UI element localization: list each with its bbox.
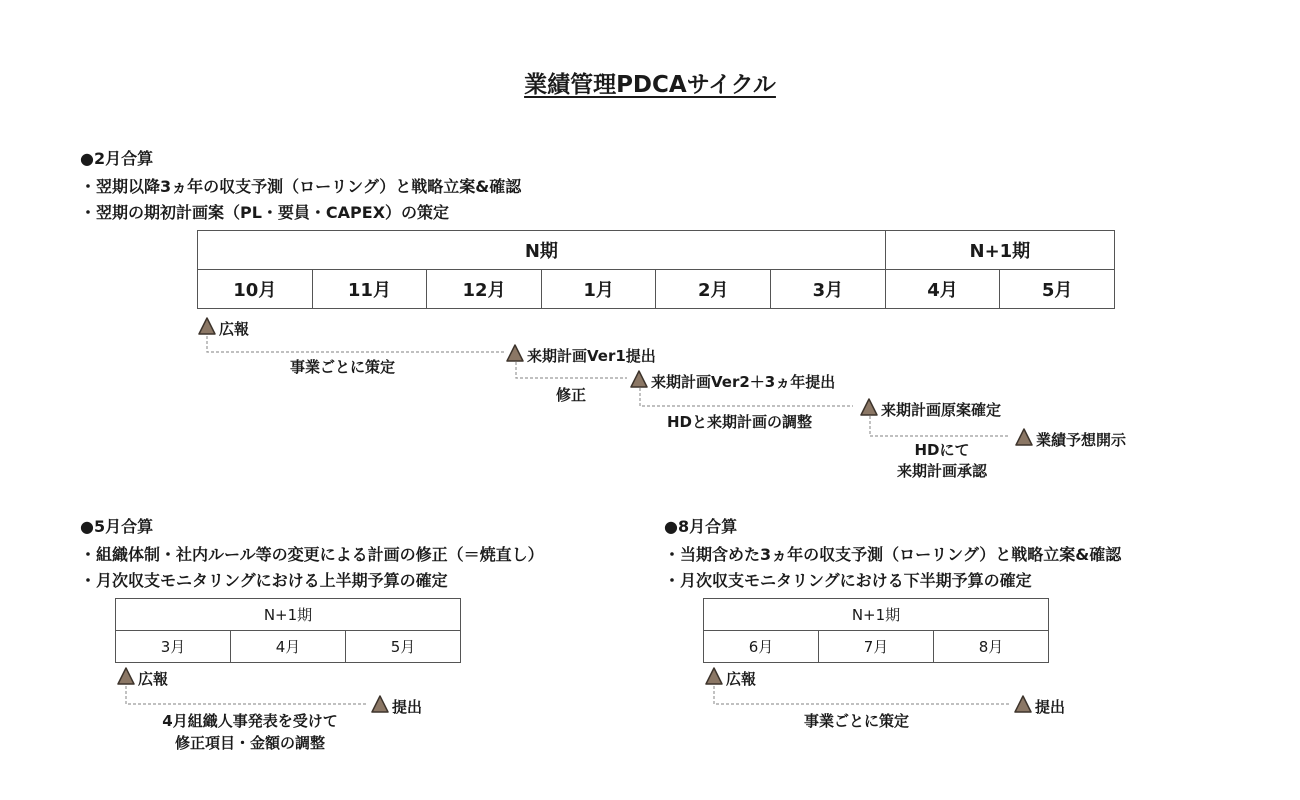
month-apr: 4月 [885,270,1000,309]
period-n: N期 [198,231,886,270]
milestone-plan-ver1: 来期計画Ver1提出 [527,347,656,365]
may-period: N+1期 [116,599,461,631]
feb-line-1: ・翌期以降3ヵ年の収支予測（ローリング）と戦略立案&確認 [80,177,522,196]
may-milestone-announce: 広報 [138,670,169,688]
feb-heading: ●2月合算 [80,149,154,168]
aug-line-2: ・月次収支モニタリングにおける下半期予算の確定 [664,571,1032,590]
may-milestone-submit: 提出 [392,698,423,716]
aug-line-1: ・当期含めた3ヵ年の収支予測（ローリング）と戦略立案&確認 [664,545,1122,564]
aug-heading: ●8月合算 [664,517,738,536]
may-label-2: 修正項目・金額の調整 [174,734,325,752]
aug-label-per-business: 事業ごとに策定 [804,712,910,730]
may-heading: ●5月合算 [80,517,154,536]
connector-1 [207,336,504,352]
milestone-announce: 広報 [219,320,250,338]
label-hd-adjust: HDと来期計画の調整 [667,413,813,431]
month-oct: 10月 [198,270,313,309]
triangle-icon [631,371,647,387]
milestone-draft-fixed: 来期計画原案確定 [881,401,1002,419]
may-month-1: 3月 [116,631,231,663]
feb-line-2: ・翌期の期初計画案（PL・要員・CAPEX）の策定 [80,203,450,222]
aug-month-3: 8月 [934,631,1049,663]
triangle-icon [861,399,877,415]
month-nov: 11月 [312,270,427,309]
month-may: 5月 [1000,270,1115,309]
month-mar: 3月 [771,270,886,309]
may-month-2: 4月 [231,631,346,663]
aug-month-1: 6月 [704,631,819,663]
may-label-1: 4月組織人事発表を受けて [162,712,338,730]
label-revise: 修正 [556,386,587,404]
label-per-business: 事業ごとに策定 [290,358,396,376]
month-jan: 1月 [541,270,656,309]
page-title: 業績管理PDCAサイクル [524,72,776,98]
triangle-icon [706,668,722,684]
month-dec: 12月 [427,270,542,309]
may-month-3: 5月 [346,631,461,663]
may-line-1: ・組織体制・社内ルール等の変更による計画の修正（＝焼直し） [80,545,544,564]
milestone-plan-ver2: 来期計画Ver2＋3ヵ年提出 [651,373,836,391]
triangle-icon [1015,696,1031,712]
triangle-icon [507,345,523,361]
triangle-icon [1016,429,1032,445]
aug-month-2: 7月 [819,631,934,663]
connector-aug [714,686,1011,704]
label-plan-approval: 来期計画承認 [896,462,987,480]
period-n1: N+1期 [885,231,1114,270]
aug-milestone-submit: 提出 [1035,698,1066,716]
label-hd-at: HDにて [914,441,970,459]
triangle-icon [118,668,134,684]
aug-period: N+1期 [704,599,1049,631]
triangle-icon [372,696,388,712]
milestone-forecast-disclosure: 業績予想開示 [1036,431,1127,449]
triangle-icon [199,318,215,334]
may-line-2: ・月次収支モニタリングにおける上半期予算の確定 [80,571,448,590]
month-feb: 2月 [656,270,771,309]
aug-milestone-announce: 広報 [726,670,757,688]
